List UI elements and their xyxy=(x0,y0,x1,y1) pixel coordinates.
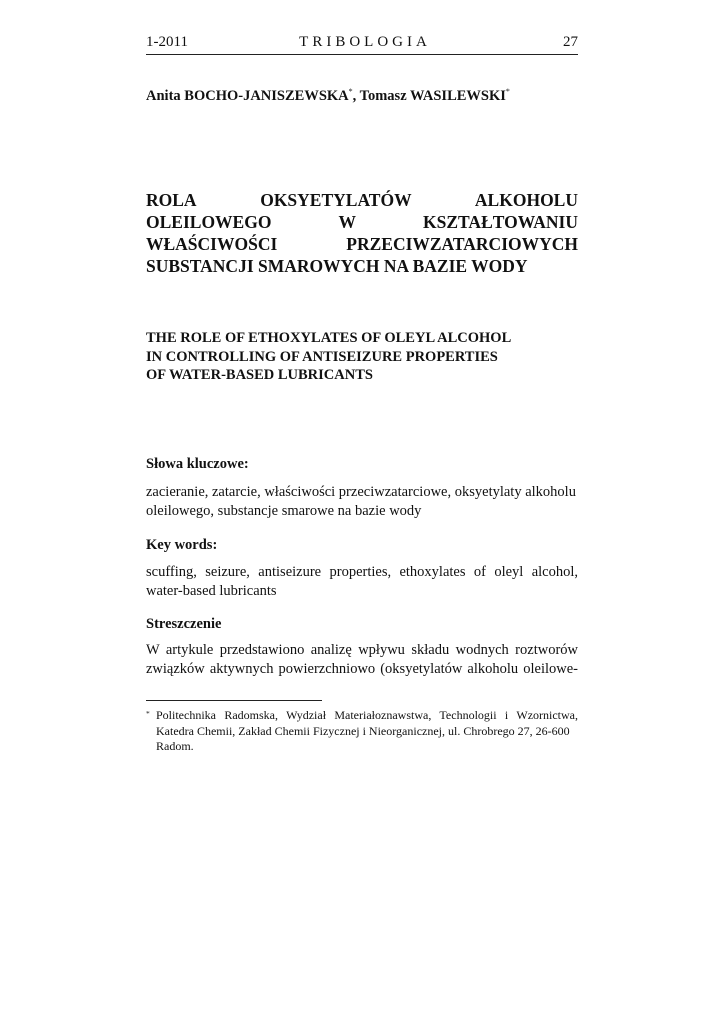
title-line: IN CONTROLLING OF ANTISEIZURE PROPERTIES xyxy=(146,348,498,365)
abstract-heading: Streszczenie xyxy=(146,616,222,632)
title-line: WŁAŚCIWOŚCI PRZECIWZATARCIOWYCH xyxy=(146,234,578,254)
abstract-text xyxy=(146,641,578,678)
keywords-line: water-based lubricants xyxy=(146,582,277,599)
affiliation-mark: * xyxy=(348,87,353,97)
affiliation-mark: * xyxy=(505,87,510,97)
footnote-line: Politechnika Radomska, Wydział Materiałoznawstwa, Technologii i Wzornictwa, xyxy=(156,708,578,722)
title-english xyxy=(146,329,578,385)
author-separator: , xyxy=(352,88,360,104)
footnote-divider xyxy=(146,700,322,701)
title-line: OF WATER-BASED LUBRICANTS xyxy=(146,367,373,383)
title-line: THE ROLE OF ETHOXYLATES OF OLEYL ALCOHOL xyxy=(146,330,512,346)
abstract-line: W artykule przedstawiono analizę wpływu składu wodnych roztworów xyxy=(146,642,578,658)
author-name: Anita BOCHO-JANISZEWSKA xyxy=(146,88,349,104)
title-line: SUBSTANCJI SMAROWYCH NA BAZIE WODY xyxy=(146,256,528,276)
authors-line xyxy=(146,88,510,105)
footnote-line: Radom. xyxy=(156,739,194,753)
title-line: ROLA OKSYETYLATÓW ALKOHOLU xyxy=(146,190,578,210)
keywords-line: zacieranie, zatarcie, właściwości przeciwzatarciowe, oksyetylaty alkoholu xyxy=(146,484,576,500)
keywords-line: scuffing, seizure, antiseizure properties, ethoxylates of oleyl alcohol, xyxy=(146,564,578,580)
keywords-en-text xyxy=(146,563,578,600)
journal-name: TRIBOLOGIA xyxy=(299,34,431,50)
abstract-line: związków aktywnych powierzchniowo (oksyetylatów alkoholu oleilowe- xyxy=(146,660,578,677)
footnote-mark: * xyxy=(146,709,150,718)
running-head xyxy=(146,34,578,55)
keywords-en-heading: Key words: xyxy=(146,537,218,553)
keywords-line: oleilowego, substancje smarowe na bazie wody xyxy=(146,502,422,519)
keywords-pl-heading: Słowa kluczowe: xyxy=(146,456,249,472)
issue-number: 1-2011 xyxy=(146,34,188,50)
footnote xyxy=(146,708,578,755)
footnote-line: Katedra Chemii, Zakład Chemii Fizycznej i Nieorganicznej, ul. Chrobrego 27, 26-600 xyxy=(156,723,570,738)
author-name: Tomasz WASILEWSKI xyxy=(359,88,506,104)
page-number: 27 xyxy=(563,34,578,50)
keywords-pl-text xyxy=(146,483,578,520)
title-line: OLEILOWEGO W KSZTAŁTOWANIU xyxy=(146,212,578,232)
title-polish xyxy=(146,189,578,277)
